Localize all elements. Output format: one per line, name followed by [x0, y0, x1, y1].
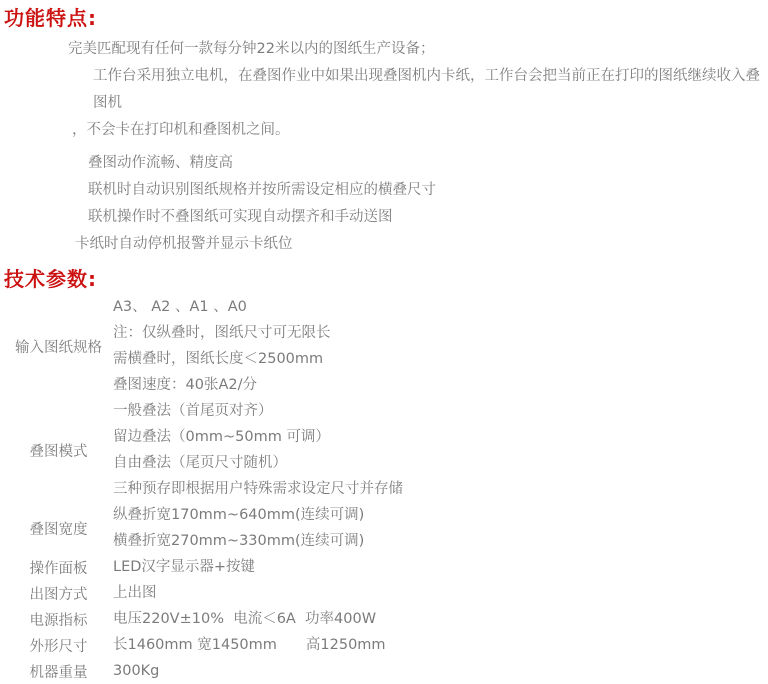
spec-value-line: 注：仅纵叠时，图纸尺寸可无限长 [113, 325, 331, 341]
spec-value-line: 上出图 [113, 585, 157, 601]
spec-value-line: 一般叠法（首尾页对齐） [113, 403, 273, 419]
spec-value-line: 需横叠时，图纸长度＜2500mm [113, 351, 324, 367]
spec-row-input-paper-format [4, 294, 764, 398]
spec-value-line: 留边叠法（0mm~50mm 可调） [113, 429, 330, 445]
spec-label: 操作面板 [29, 560, 88, 577]
specs-title: 技术参数: [4, 267, 97, 291]
spec-value-line: 300Kg [113, 663, 160, 679]
specs-table [4, 294, 764, 684]
spec-row-control-panel [4, 554, 764, 580]
spec-label: 输入图纸规格 [15, 339, 102, 356]
spec-value-cell [113, 658, 764, 684]
spec-value-line: 自由叠法（尾页尺寸随机） [113, 455, 287, 471]
spec-row-output-mode [4, 580, 764, 606]
feature-line: ，不会卡在打印机和叠图机之间。 [72, 122, 290, 138]
spec-value-cell [113, 580, 764, 606]
feature-line: 完美匹配现有任何一款每分钟22米以内的图纸生产设备； [68, 41, 435, 57]
spec-value-cell [113, 606, 764, 632]
spec-value-line: 叠图速度：40张A2/分 [113, 377, 257, 393]
spec-value-line: 长1460mm 宽1450mm 高1250mm [113, 637, 386, 653]
spec-label: 机器重量 [29, 664, 88, 681]
spec-row-power [4, 606, 764, 632]
spec-value-cell [113, 502, 764, 554]
spec-label: 叠图模式 [29, 443, 88, 460]
feature-line: 叠图动作流畅、精度高 [88, 155, 233, 171]
feature-line: 卡纸时自动停机报警并显示卡纸位 [75, 236, 293, 252]
spec-value-cell [113, 554, 764, 580]
feature-line: 工作台采用独立电机，在叠图作业中如果出现叠图机内卡纸，工作台会把当前正在打印的图纸继续收入叠图机 [93, 68, 760, 111]
features-section [4, 36, 768, 258]
spec-row-dimensions [4, 632, 764, 658]
spec-label: 叠图宽度 [29, 521, 88, 538]
features-title: 功能特点: [4, 6, 97, 30]
spec-value-line: 电压220V±10% 电流＜6A 功率400W [113, 611, 377, 627]
spec-value-line: 纵叠折宽170mm~640mm(连续可调) [113, 507, 365, 523]
spec-label: 外形尺寸 [29, 638, 88, 655]
spec-label: 出图方式 [29, 586, 88, 603]
spec-value-cell [113, 294, 764, 398]
spec-row-fold-mode [4, 398, 764, 502]
feature-line: 联机时自动识别图纸规格并按所需设定相应的横叠尺寸 [88, 182, 436, 198]
spec-row-fold-width [4, 502, 764, 554]
spec-value-line: 横叠折宽270mm~330mm(连续可调) [113, 533, 365, 549]
spec-value-line: A3、 A2 、A1 、A0 [113, 299, 247, 315]
spec-value-cell [113, 632, 764, 658]
spec-row-weight [4, 658, 764, 684]
spec-label: 电源指标 [29, 612, 88, 629]
spec-value-line: LED汉字显示器+按键 [113, 559, 256, 575]
feature-line: 联机操作时不叠图纸可实现自动摆齐和手动送图 [88, 209, 393, 225]
spec-value-line: 三种预存即根据用户特殊需求设定尺寸并存储 [113, 481, 403, 497]
spec-value-cell [113, 398, 764, 502]
